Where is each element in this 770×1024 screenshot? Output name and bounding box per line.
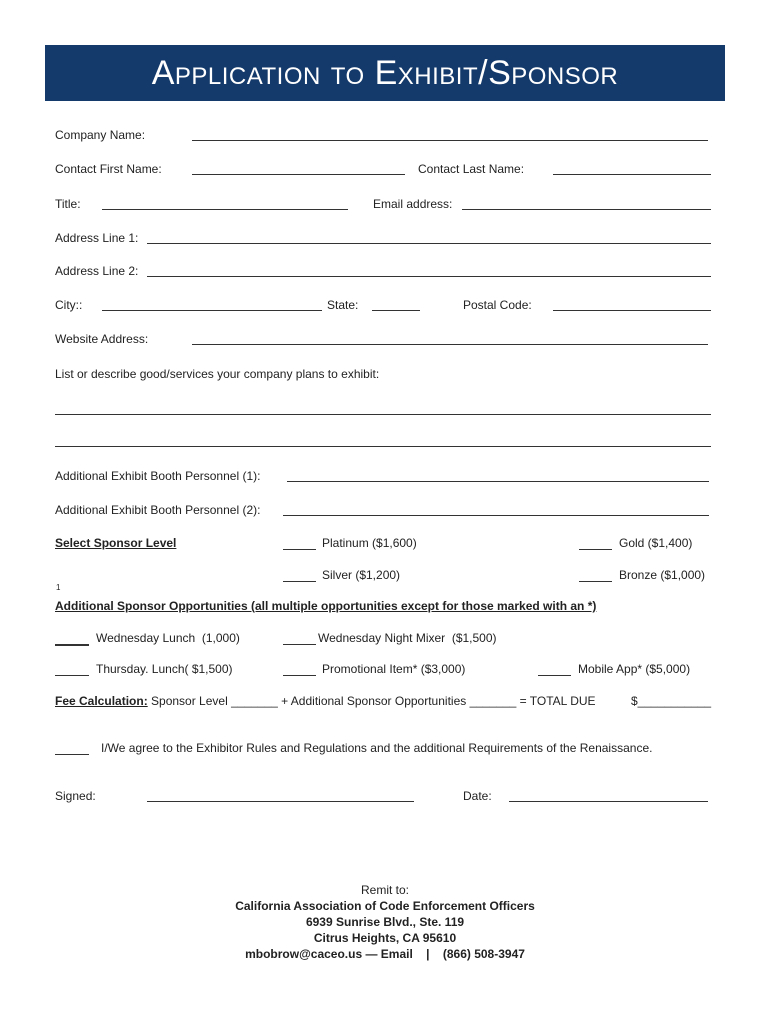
platinum-blank[interactable]: [283, 549, 316, 550]
footnote-marker: 1: [56, 583, 61, 592]
goods-prompt: List or describe good/services your company plans to exhibit:: [55, 367, 380, 381]
remit-label: Remit to:: [360, 883, 409, 897]
state-field[interactable]: [372, 310, 420, 311]
city-field[interactable]: [102, 310, 322, 311]
postal-field[interactable]: [553, 310, 711, 311]
silver-blank[interactable]: [283, 581, 316, 582]
email-field[interactable]: [462, 209, 711, 210]
date-field[interactable]: [509, 801, 708, 802]
promo-option: Promotional Item* ($3,000): [322, 662, 466, 676]
thu-lunch-blank[interactable]: [55, 675, 89, 676]
city-label: City::: [55, 298, 83, 312]
date-label: Date:: [463, 789, 492, 803]
wed-lunch-option: Wednesday Lunch (1,000): [96, 631, 240, 645]
sponsor-level-heading: Select Sponsor Level: [55, 536, 177, 550]
fee-label: Fee Calculation:: [55, 694, 148, 708]
agree-text: I/We agree to the Exhibitor Rules and Regulations and the additional Requirements of the Renaissance.: [101, 741, 653, 755]
wed-mixer-option: Wednesday Night Mixer ($1,500): [318, 631, 497, 645]
title-banner: [45, 45, 725, 101]
title-field[interactable]: [102, 209, 348, 210]
silver-option: Silver ($1,200): [322, 568, 401, 582]
additional-heading: Additional Sponsor Opportunities (all multiple opportunities except for those marked with an *): [55, 599, 597, 613]
promo-blank[interactable]: [283, 675, 316, 676]
gold-blank[interactable]: [579, 549, 612, 550]
contact-last-field[interactable]: [553, 174, 711, 175]
website-label: Website Address:: [55, 332, 149, 346]
company-name-field[interactable]: [192, 140, 708, 141]
booth1-field[interactable]: [287, 481, 709, 482]
booth1-label: Additional Exhibit Booth Personnel (1):: [55, 469, 261, 483]
website-field[interactable]: [192, 344, 708, 345]
platinum-option: Platinum ($1,600): [322, 536, 417, 550]
mobile-option: Mobile App* ($5,000): [578, 662, 691, 676]
postal-label: Postal Code:: [463, 298, 532, 312]
thu-lunch-option: Thursday. Lunch( $1,500): [96, 662, 233, 676]
fee-formula: Sponsor Level _______ + Additional Sponsor Opportunities _______ = TOTAL DUE: [147, 694, 596, 708]
contact-first-label: Contact First Name:: [55, 162, 162, 176]
org-contact: mbobrow@caceo.us — Email | (866) 508-3947: [245, 947, 525, 961]
org-city: Citrus Heights, CA 95610: [313, 931, 457, 945]
goods-line-1[interactable]: [55, 414, 711, 415]
page-title: Application to Exhibit/Sponsor: [151, 54, 619, 92]
wed-lunch-blank[interactable]: [55, 644, 89, 646]
fee-row: [55, 694, 596, 708]
address2-field[interactable]: [147, 276, 711, 277]
address2-label: Address Line 2:: [55, 264, 139, 278]
goods-line-2[interactable]: [55, 446, 711, 447]
state-label: State:: [327, 298, 359, 312]
signed-label: Signed:: [55, 789, 96, 803]
title-label: Title:: [55, 197, 81, 211]
address1-label: Address Line 1:: [55, 231, 139, 245]
contact-first-field[interactable]: [192, 174, 405, 175]
gold-option: Gold ($1,400): [619, 536, 693, 550]
org-street: 6939 Sunrise Blvd., Ste. 119: [305, 915, 465, 929]
contact-last-label: Contact Last Name:: [418, 162, 525, 176]
email-label: Email address:: [373, 197, 453, 211]
booth2-field[interactable]: [283, 515, 709, 516]
bronze-option: Bronze ($1,000): [619, 568, 706, 582]
address1-field[interactable]: [147, 243, 711, 244]
mobile-blank[interactable]: [538, 675, 571, 676]
wed-mixer-blank[interactable]: [283, 644, 316, 645]
signature-field[interactable]: [147, 801, 414, 802]
company-name-label: Company Name:: [55, 128, 146, 142]
total-due-field[interactable]: $___________: [631, 694, 712, 708]
bronze-blank[interactable]: [579, 581, 612, 582]
agree-blank[interactable]: [55, 754, 89, 755]
org-name: California Association of Code Enforcement Officers: [235, 899, 535, 913]
booth2-label: Additional Exhibit Booth Personnel (2):: [55, 503, 261, 517]
